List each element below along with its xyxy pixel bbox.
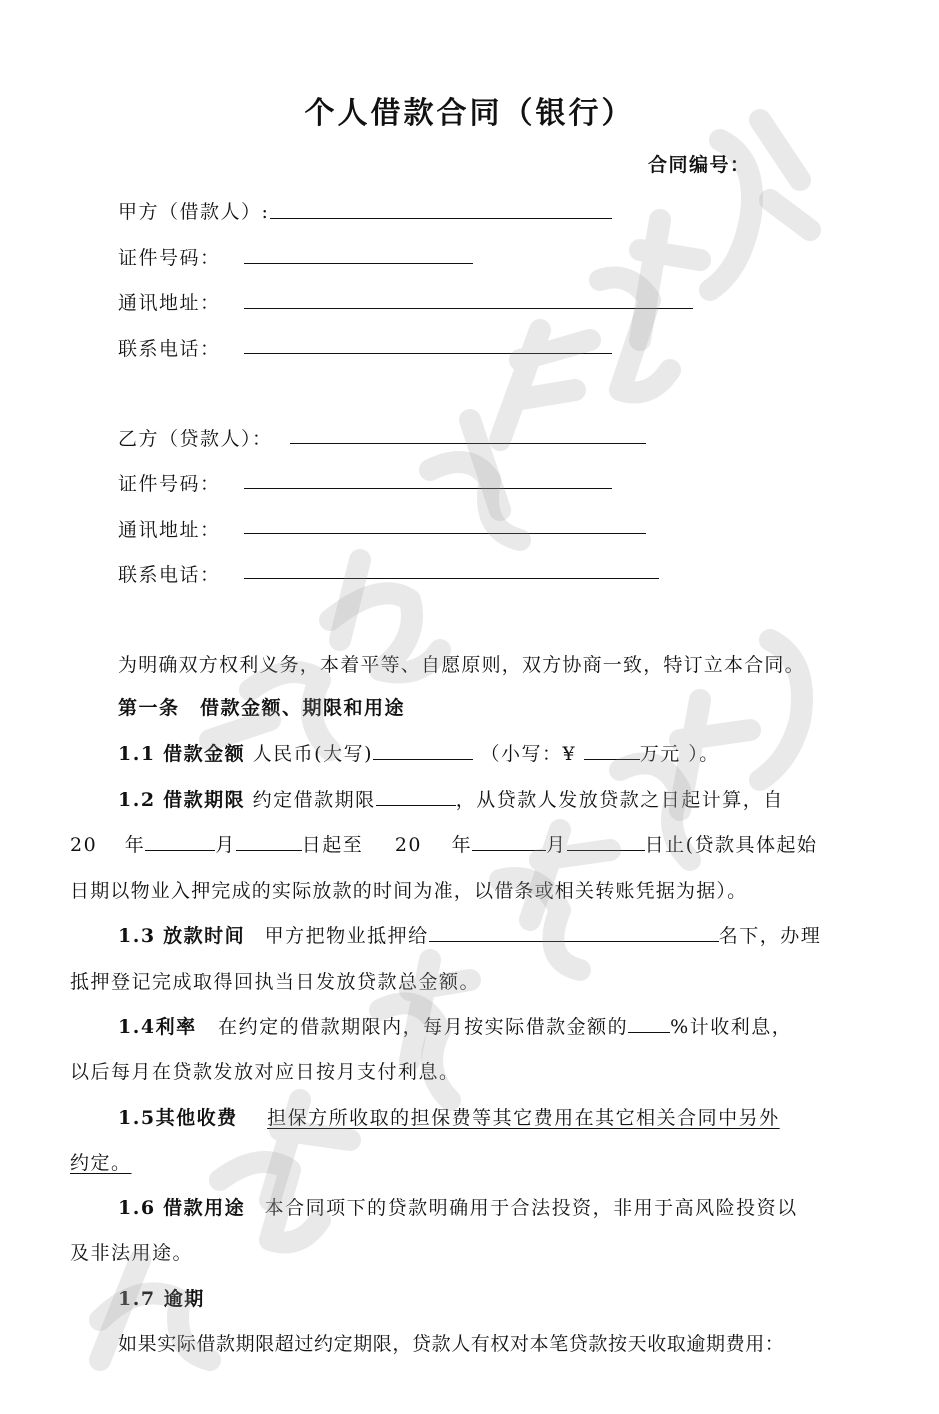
clause-1-2-text-a: 约定借款期限 xyxy=(252,789,376,811)
clause-1-5-number: 1.5 xyxy=(118,1107,156,1129)
clause-1-3-text-b: 名下，办理 xyxy=(718,925,822,947)
document-title: 个人借款合同（银行） xyxy=(304,96,635,131)
clause-1-6-text: 本合同项下的贷款明确用于合法投资，非用于高风险投资以 xyxy=(264,1197,798,1219)
clause-1-5-text: 担保方所收取的担保费等其它费用在其它相关合同中另外 xyxy=(267,1107,780,1129)
clause-1-7-number: 1.7 xyxy=(118,1288,156,1310)
preamble-text: 为明确双方权利义务，本着平等、自愿原则，双方协商一致，特订立本合同。 xyxy=(118,654,805,676)
start-day-label: 日起至 xyxy=(301,834,364,856)
clause-1-6 xyxy=(118,1193,798,1220)
party-a-name-field[interactable] xyxy=(270,218,612,219)
clause-1-1-text-c: 万元 ）。 xyxy=(639,743,720,765)
clause-1-2 xyxy=(118,785,784,812)
clause-1-3-text-a: 甲方把物业抵押给 xyxy=(264,925,429,947)
clause-1-3-number: 1.3 xyxy=(118,925,156,947)
clause-1-5-text-continued: 约定。 xyxy=(70,1152,132,1174)
mortgagee-field[interactable] xyxy=(429,922,719,942)
end-day-field[interactable] xyxy=(567,831,645,851)
clause-1-6-line-2: 及非法用途。 xyxy=(70,1242,194,1264)
clause-1-2-title: 借款期限 xyxy=(163,789,246,811)
end-year-label: 年 xyxy=(451,834,473,856)
party-a-phone-field[interactable] xyxy=(244,353,612,354)
party-a-label: 甲方（借款人）: xyxy=(118,201,270,223)
clause-1-7-text: 如果实际借款期限超过约定期限，贷款人有权对本笔贷款按天收取逾期费用： xyxy=(118,1333,785,1355)
clause-1-2-text-b: ，从贷款人发放贷款之日起计算，自 xyxy=(455,789,784,811)
start-day-field[interactable] xyxy=(236,831,302,851)
clause-1-5-line-2 xyxy=(70,1148,132,1175)
loan-amount-words-field[interactable] xyxy=(373,740,473,760)
end-day-label: 日止(贷款具体起始 xyxy=(644,834,818,856)
clause-1-5-title: 其他收费 xyxy=(155,1107,238,1129)
party-b-id-field[interactable] xyxy=(244,488,612,489)
start-month-label: 月 xyxy=(215,834,236,856)
clause-1-6-number: 1.6 xyxy=(118,1197,156,1219)
party-b-phone-field[interactable] xyxy=(244,578,659,579)
end-year-prefix: 20 xyxy=(394,834,423,856)
clause-1-4-title: 利率 xyxy=(155,1016,197,1038)
party-b-label: 乙方（贷款人）： xyxy=(118,428,273,450)
party-b-address-field[interactable] xyxy=(244,533,646,534)
party-a-phone-label: 联系电话： xyxy=(118,338,221,360)
clause-1-6-title: 借款用途 xyxy=(163,1197,246,1219)
party-b-phone-label: 联系电话： xyxy=(118,564,221,586)
clause-1-1 xyxy=(118,739,720,766)
end-month-label: 月 xyxy=(546,834,567,856)
clause-1-4-line-2: 以后每月在贷款发放对应日按月支付利息。 xyxy=(70,1061,460,1083)
loan-term-field[interactable] xyxy=(376,786,456,806)
clause-1-2-line-3: 日期以物业入押完成的实际放款的时间为准，以借条或相关转账凭据为据）。 xyxy=(70,880,748,902)
clause-1-5 xyxy=(118,1103,780,1130)
interest-rate-field[interactable] xyxy=(628,1013,670,1033)
start-year-prefix: 20 xyxy=(70,834,98,856)
party-b-name-field[interactable] xyxy=(290,443,646,444)
contract-number-label: 合同编号： xyxy=(648,154,751,176)
clause-1-4-number: 1.4 xyxy=(118,1016,156,1038)
clause-1-3-line-2: 抵押登记完成取得回执当日发放贷款总金额。 xyxy=(70,971,481,993)
party-a-id-field[interactable] xyxy=(244,263,473,264)
party-b-address-label: 通讯地址： xyxy=(118,519,221,541)
clause-1-4 xyxy=(118,1012,792,1039)
clause-1-1-text-a: 人民币(大写) xyxy=(252,743,373,765)
loan-amount-figures-field[interactable] xyxy=(584,740,640,760)
party-a-id-label: 证件号码： xyxy=(118,247,221,269)
clause-1-2-dates xyxy=(70,830,818,857)
article-1-heading: 第一条 借款金额、期限和用途 xyxy=(118,697,406,719)
clause-1-4-text-a: 在约定的借款期限内，每月按实际借款金额的 xyxy=(218,1016,629,1038)
clause-1-1-text-b: （小写：¥ xyxy=(480,743,577,765)
clause-1-1-title: 借款金额 xyxy=(163,743,246,765)
party-a-address-label: 通讯地址： xyxy=(118,292,221,314)
party-b-id-label: 证件号码： xyxy=(118,473,221,495)
clause-1-1-number: 1.1 xyxy=(118,743,156,765)
clause-1-3 xyxy=(118,921,821,948)
party-a-address-field[interactable] xyxy=(244,308,693,309)
clause-1-3-title: 放款时间 xyxy=(163,925,246,947)
clause-1-7-title: 逾期 xyxy=(163,1288,205,1310)
clause-1-7 xyxy=(118,1284,205,1311)
end-month-field[interactable] xyxy=(472,831,546,851)
start-year-label: 年 xyxy=(124,834,146,856)
start-month-field[interactable] xyxy=(145,831,215,851)
clause-1-2-number: 1.2 xyxy=(118,789,156,811)
clause-1-4-text-b: %计收利息， xyxy=(670,1016,793,1038)
